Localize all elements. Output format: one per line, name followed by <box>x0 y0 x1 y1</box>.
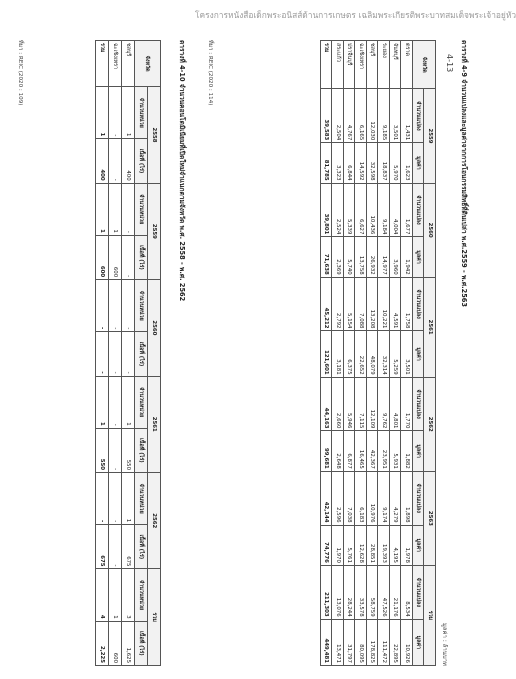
value-cell: 7,115 <box>355 377 367 431</box>
table1 <box>320 40 436 666</box>
value-cell: 5,970 <box>390 143 402 183</box>
value-cell: 13,208 <box>367 277 379 331</box>
value-cell: 14,977 <box>378 237 390 277</box>
value-cell: 9,174 <box>378 471 390 525</box>
total-cell: 1 <box>96 87 109 139</box>
value-cell: 16,465 <box>355 431 367 471</box>
table1-title: ตารางที่ 4-9 จำนวนแปลงและมูลค่าจากการโอนกรรมสิทธิ์ที่ดินเปล่า พ.ศ.2559 - พ.ศ.2563 <box>460 40 468 307</box>
total-cell: 2,225 <box>96 621 109 665</box>
province-cell: ปราจีนบุรี <box>344 41 356 89</box>
sub-header: เนื้อที่ (ไร่) <box>135 525 148 569</box>
total-label: รวม <box>321 41 333 89</box>
value-cell: 7,088 <box>355 277 367 331</box>
value-cell: 5,946 <box>344 377 356 431</box>
total-cell: - <box>96 332 109 376</box>
value-cell: - <box>109 525 122 569</box>
sub-header: จำนวนหน่วย <box>135 376 148 428</box>
sub-header: จำนวนแปลง <box>413 89 425 143</box>
value-cell: 5,339 <box>344 183 356 237</box>
value-cell: 2,792 <box>332 277 344 331</box>
value-cell: 47,526 <box>378 565 390 619</box>
table-row <box>401 41 413 666</box>
value-cell: 14,592 <box>355 143 367 183</box>
sub-header: เนื้อที่ (ไร่) <box>135 332 148 376</box>
value-cell: 2,504 <box>332 89 344 143</box>
sub-header: จำนวนหน่วย <box>135 473 148 525</box>
value-cell: 1 <box>109 183 122 235</box>
value-cell: 58,759 <box>367 565 379 619</box>
sub-header: เนื้อที่ (ไร่) <box>135 235 148 279</box>
value-cell: 10,436 <box>367 183 379 237</box>
value-cell: - <box>109 428 122 472</box>
value-cell: 111,472 <box>378 619 390 665</box>
sub-header: จำนวนหน่วย <box>135 569 148 621</box>
value-cell: 12,030 <box>367 89 379 143</box>
year-header: 2561 <box>148 376 161 472</box>
value-cell: 6,375 <box>344 331 356 377</box>
sub-header: มูลค่า <box>413 237 425 277</box>
total-cell: 1 <box>96 183 109 235</box>
province-cell: ชลบุรี <box>367 41 379 89</box>
value-cell: 3,501 <box>390 89 402 143</box>
value-cell: 1,882 <box>401 431 413 471</box>
table2-title: ตารางที่ 4-10 จำนวนคอนโดมิเนียมที่เปิดใหม่จำแนกตามจังหวัด พ.ศ. 2558 - พ.ศ. 2562 <box>178 40 186 302</box>
value-cell: 1,677 <box>401 183 413 237</box>
province-cell: ฉะเชิงเทรา <box>355 41 367 89</box>
table2 <box>95 40 161 666</box>
value-cell: 3,501 <box>401 331 413 377</box>
value-cell: 9,184 <box>378 183 390 237</box>
sub-header: จำนวนแปลง <box>413 183 425 237</box>
sub-header: มูลค่า <box>413 525 425 565</box>
value-cell: - <box>122 280 135 332</box>
value-cell: 4,767 <box>344 89 356 143</box>
sub-header: จำนวนแปลง <box>413 377 425 431</box>
value-cell: 1 <box>122 473 135 525</box>
total-cell: 4 <box>96 569 109 621</box>
value-cell: 5,154 <box>344 277 356 331</box>
table-row <box>122 41 135 666</box>
province-header: จังหวัด <box>135 41 161 87</box>
sub-header: มูลค่า <box>413 331 425 377</box>
value-cell: 5,259 <box>390 331 402 377</box>
total-cell: 211,303 <box>321 565 333 619</box>
value-cell: 1,758 <box>401 277 413 331</box>
table1-unit: มูลค่า : ล้านบาท <box>441 622 448 666</box>
value-cell: 19,393 <box>378 525 390 565</box>
value-cell: 3,960 <box>390 237 402 277</box>
rotated-content <box>8 40 476 670</box>
value-cell: 42,367 <box>367 431 379 471</box>
value-cell: 1 <box>109 569 122 621</box>
value-cell: - <box>109 473 122 525</box>
value-cell: 12,109 <box>367 377 379 431</box>
year-header: 2562 <box>424 377 436 471</box>
total-cell: 39,583 <box>321 89 333 143</box>
total-cell: 81,785 <box>321 143 333 183</box>
value-cell: 6,627 <box>355 183 367 237</box>
province-cell: ระยอง <box>378 41 390 89</box>
sub-header: จำนวนหน่วย <box>135 183 148 235</box>
value-cell: 2,596 <box>332 471 344 525</box>
value-cell: 1,942 <box>401 237 413 277</box>
province-cell: ตราด <box>401 41 413 89</box>
value-cell: 2,369 <box>332 237 344 277</box>
table-row <box>344 41 356 666</box>
total-cell: 45,212 <box>321 277 333 331</box>
value-cell: 6,877 <box>344 431 356 471</box>
year-header: 2563 <box>424 471 436 565</box>
value-cell: 7,038 <box>344 471 356 525</box>
value-cell: 4,004 <box>390 183 402 237</box>
value-cell: 26,932 <box>367 237 379 277</box>
value-cell: 6,844 <box>344 143 356 183</box>
total-cell: 44,163 <box>321 377 333 431</box>
value-cell: 178,825 <box>367 619 379 665</box>
value-cell: 80,095 <box>355 619 367 665</box>
value-cell: - <box>122 235 135 279</box>
total-cell: 675 <box>96 525 109 569</box>
value-cell: 5,931 <box>390 431 402 471</box>
sub-header: มูลค่า <box>413 619 425 665</box>
province-cell: ฉะเชิงเทรา <box>109 41 122 87</box>
total-cell: 400 <box>96 139 109 183</box>
province-cell: ชลบุรี <box>122 41 135 87</box>
sub-header: เนื้อที่ (ไร่) <box>135 621 148 665</box>
value-cell: 9,185 <box>378 89 390 143</box>
table-row <box>367 41 379 666</box>
year-header: รวม <box>148 569 161 666</box>
total-row <box>96 41 109 666</box>
value-cell: 1,978 <box>401 525 413 565</box>
value-cell: 32,314 <box>378 331 390 377</box>
value-cell: 1,625 <box>122 621 135 665</box>
sub-header: จำนวนแปลง <box>413 565 425 619</box>
total-row <box>321 41 333 666</box>
value-cell: 600 <box>109 235 122 279</box>
total-cell: 39,801 <box>321 183 333 237</box>
total-cell: 99,681 <box>321 431 333 471</box>
total-cell: 550 <box>96 428 109 472</box>
sub-header: จำนวนหน่วย <box>135 280 148 332</box>
sub-header: เนื้อที่ (ไร่) <box>135 139 148 183</box>
year-header: 2558 <box>148 87 161 183</box>
total-cell: 121,601 <box>321 331 333 377</box>
page-number: 4-13 <box>445 54 454 73</box>
value-cell: 1 <box>122 87 135 139</box>
value-cell: 6,183 <box>355 471 367 525</box>
value-cell: 4,195 <box>390 525 402 565</box>
value-cell: 33,578 <box>355 565 367 619</box>
value-cell: 10,976 <box>367 471 379 525</box>
value-cell: 28,851 <box>367 525 379 565</box>
value-cell: - <box>109 87 122 139</box>
sub-header: มูลค่า <box>413 143 425 183</box>
value-cell: 22,895 <box>390 619 402 665</box>
value-cell: 8,534 <box>401 565 413 619</box>
table-row <box>355 41 367 666</box>
value-cell: 13,471 <box>332 619 344 665</box>
value-cell: 3 <box>122 569 135 621</box>
total-label: รวม <box>96 41 109 87</box>
value-cell: 10,221 <box>378 277 390 331</box>
year-header: 2559 <box>148 183 161 279</box>
value-cell: 1,970 <box>332 525 344 565</box>
province-header: จังหวัด <box>413 41 436 89</box>
value-cell: 9,762 <box>378 377 390 431</box>
value-cell: 2,648 <box>332 431 344 471</box>
value-cell: - <box>122 332 135 376</box>
value-cell: - <box>109 332 122 376</box>
value-cell: 28,244 <box>344 565 356 619</box>
value-cell: 1,623 <box>401 143 413 183</box>
value-cell: 18,837 <box>378 143 390 183</box>
value-cell: 31,797 <box>344 619 356 665</box>
value-cell: 23,951 <box>378 431 390 471</box>
value-cell: 21,176 <box>390 565 402 619</box>
year-header: 2562 <box>148 473 161 569</box>
sub-header: จำนวนแปลง <box>413 471 425 525</box>
total-cell: 1 <box>96 376 109 428</box>
value-cell: 550 <box>122 428 135 472</box>
sub-header: เนื้อที่ (ไร่) <box>135 428 148 472</box>
table-row <box>109 41 122 666</box>
table-row <box>332 41 344 666</box>
total-cell: 71,638 <box>321 237 333 277</box>
total-cell: 74,776 <box>321 525 333 565</box>
value-cell: 22,652 <box>355 331 367 377</box>
total-cell: - <box>96 280 109 332</box>
total-cell: 42,144 <box>321 471 333 525</box>
sub-header: จำนวนหน่วย <box>135 87 148 139</box>
value-cell: 675 <box>122 525 135 569</box>
year-header: 2560 <box>148 280 161 376</box>
value-cell: 1,770 <box>401 377 413 431</box>
table-row <box>390 41 402 666</box>
value-cell: - <box>122 183 135 235</box>
value-cell: 400 <box>122 139 135 183</box>
value-cell: 32,598 <box>367 143 379 183</box>
sub-header: มูลค่า <box>413 431 425 471</box>
value-cell: 5,740 <box>344 237 356 277</box>
value-cell: - <box>109 280 122 332</box>
table2-source: ที่มา : REIC (2020 : 109) <box>17 40 23 106</box>
table1-source: ที่มา : REIC (2020 : 114) <box>207 40 213 106</box>
value-cell: 4,801 <box>390 377 402 431</box>
value-cell: 12,628 <box>355 525 367 565</box>
value-cell: 4,591 <box>390 277 402 331</box>
total-cell: 449,481 <box>321 619 333 665</box>
value-cell: 6,165 <box>355 89 367 143</box>
value-cell: - <box>109 376 122 428</box>
year-header: 2559 <box>424 89 436 183</box>
total-cell: - <box>96 473 109 525</box>
value-cell: 4,279 <box>390 471 402 525</box>
value-cell: 600 <box>109 621 122 665</box>
value-cell: 13,076 <box>332 565 344 619</box>
value-cell: - <box>109 139 122 183</box>
year-header: 2560 <box>424 183 436 277</box>
value-cell: 10,926 <box>401 619 413 665</box>
value-cell: 2,660 <box>332 377 344 431</box>
year-header: 2561 <box>424 277 436 377</box>
table-row <box>378 41 390 666</box>
value-cell: 48,079 <box>367 331 379 377</box>
province-cell: จันทบุรี <box>390 41 402 89</box>
total-cell: 600 <box>96 235 109 279</box>
running-header: โครงการหนังสือเด็กพระอนิสส์ด้านการเกษตร เฉลิมพระเกียรติพระบาทสมเด็จพระเจ้าอยู่หัว <box>195 10 516 20</box>
value-cell: 1 <box>122 376 135 428</box>
value-cell: 5,761 <box>344 525 356 565</box>
value-cell: 3,323 <box>332 143 344 183</box>
value-cell: 13,758 <box>355 237 367 277</box>
value-cell: 2,524 <box>332 183 344 237</box>
value-cell: 1,898 <box>401 471 413 525</box>
value-cell: 3,181 <box>332 331 344 377</box>
province-cell: สระแก้ว <box>332 41 344 89</box>
year-header: รวม <box>424 565 436 665</box>
value-cell: 1,431 <box>401 89 413 143</box>
sub-header: จำนวนแปลง <box>413 277 425 331</box>
